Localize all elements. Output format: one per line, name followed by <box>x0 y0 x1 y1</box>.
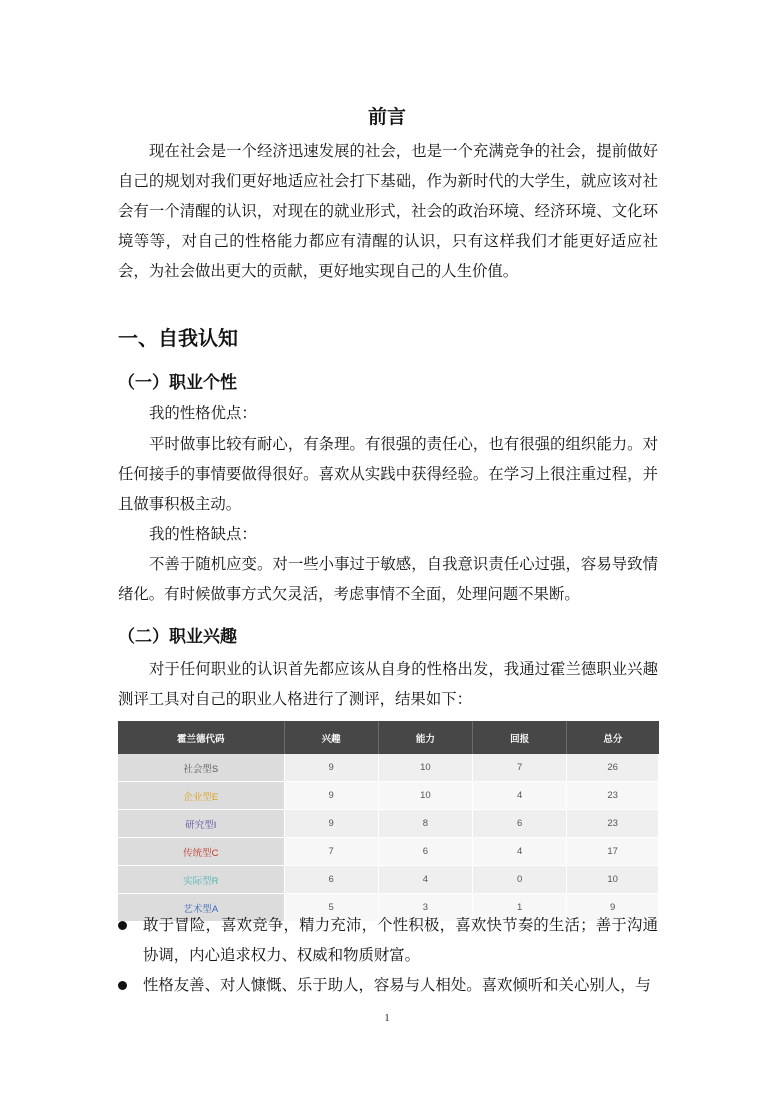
table-row <box>118 782 659 810</box>
holland-type-label: 艺术型A <box>183 903 219 915</box>
total-score-cell: 23 <box>567 782 659 810</box>
reward-score-cell: 7 <box>473 754 567 782</box>
preface-paragraph: 现在社会是一个经济迅速发展的社会，也是一个充满竞争的社会，提前做好自己的规划对我们更好地适应社会打下基础，作为新时代的大学生，就应该对社会有一个清醒的认识，对现在的就业形式，社会的政治环境、经济环境、文化环境等等，对自己的性格能力都应有清醒的认识，只有这样我们才能更好适应社会，为社会做出更大的贡献，更好地实现自己的人生价值。 <box>118 142 658 280</box>
holland-type-cell <box>118 810 284 838</box>
ability-score-cell: 3 <box>378 894 472 922</box>
total-score-cell: 10 <box>567 866 659 894</box>
total-score-cell: 26 <box>567 754 659 782</box>
reward-score-cell: 0 <box>473 866 567 894</box>
table-header-cell: 能力 <box>378 721 472 754</box>
holland-type-cell <box>118 866 284 894</box>
strengths-paragraph: 平时做事比较有耐心，有条理。有很强的责任心，也有很强的组织能力。对任何接手的事情要做得很好。喜欢从实践中获得经验。在学习上很注重过程，并且做事积极主动。 <box>118 435 658 513</box>
holland-type-label: 传统型C <box>183 847 219 859</box>
weaknesses-paragraph: 不善于随机应变。对一些小事过于敏感，自我意识责任心过强，容易导致情绪化。有时候做事方式欠灵活，考虑事情不全面，处理问题不果断。 <box>118 555 658 603</box>
ability-score-cell: 8 <box>378 810 472 838</box>
bullet-dot-icon <box>118 921 127 930</box>
ability-score-cell: 10 <box>378 754 472 782</box>
reward-score-cell: 4 <box>473 838 567 866</box>
reward-score-cell: 1 <box>473 894 567 922</box>
strengths-label: 我的性格优点： <box>149 404 257 422</box>
holland-type-label: 社会型S <box>183 763 219 775</box>
bullet-item <box>118 970 658 1000</box>
table-row <box>118 810 659 838</box>
holland-type-label: 企业型E <box>183 791 219 803</box>
subheading-career-personality: （一）职业个性 <box>118 373 237 393</box>
ability-score-cell: 6 <box>378 838 472 866</box>
reward-score-cell: 6 <box>473 810 567 838</box>
section-heading-self-cognition: 一、自我认知 <box>118 326 238 350</box>
table-header-row <box>118 721 659 754</box>
interest-score-cell: 7 <box>284 838 378 866</box>
total-score-cell: 17 <box>567 838 659 866</box>
subheading-career-interest: （二）职业兴趣 <box>118 627 237 647</box>
table-header-cell: 回报 <box>473 721 567 754</box>
holland-score-table <box>118 721 659 922</box>
table-row <box>118 866 659 894</box>
interest-intro-paragraph: 对于任何职业的认识首先都应该从自身的性格出发，我通过霍兰德职业兴趣测评工具对自己的职业人格进行了测评，结果如下： <box>118 660 658 708</box>
interest-score-cell: 9 <box>284 782 378 810</box>
bullet-dot-icon <box>118 981 127 990</box>
table-row <box>118 838 659 866</box>
table-header-cell: 霍兰德代码 <box>118 721 284 754</box>
holland-type-cell <box>118 782 284 810</box>
holland-type-label: 实际型R <box>183 875 219 887</box>
interest-score-cell: 5 <box>284 894 378 922</box>
table-row <box>118 754 659 782</box>
interest-score-cell: 9 <box>284 810 378 838</box>
ability-score-cell: 4 <box>378 866 472 894</box>
table-header-cell: 总分 <box>567 721 659 754</box>
interest-score-cell: 6 <box>284 866 378 894</box>
total-score-cell: 9 <box>567 894 659 922</box>
reward-score-cell: 4 <box>473 782 567 810</box>
table-header-cell: 兴趣 <box>284 721 378 754</box>
bullet-item <box>118 910 658 970</box>
ability-score-cell: 10 <box>378 782 472 810</box>
bullet-text: 敢于冒险，喜欢竞争，精力充沛，个性积极，喜欢快节奏的生活；善于沟通协调，内心追求权力、权威和物质财富。 <box>143 916 658 964</box>
bullet-text: 性格友善、对人慷慨、乐于助人，容易与人相处。喜欢倾听和关心别人，与 <box>143 976 651 994</box>
weaknesses-label: 我的性格缺点： <box>149 525 257 543</box>
total-score-cell: 23 <box>567 810 659 838</box>
interest-score-cell: 9 <box>284 754 378 782</box>
page-number: 1 <box>384 1013 390 1024</box>
holland-type-label: 研究型I <box>185 819 217 831</box>
holland-type-cell <box>118 838 284 866</box>
holland-type-cell <box>118 754 284 782</box>
page-title: 前言 <box>367 106 406 128</box>
